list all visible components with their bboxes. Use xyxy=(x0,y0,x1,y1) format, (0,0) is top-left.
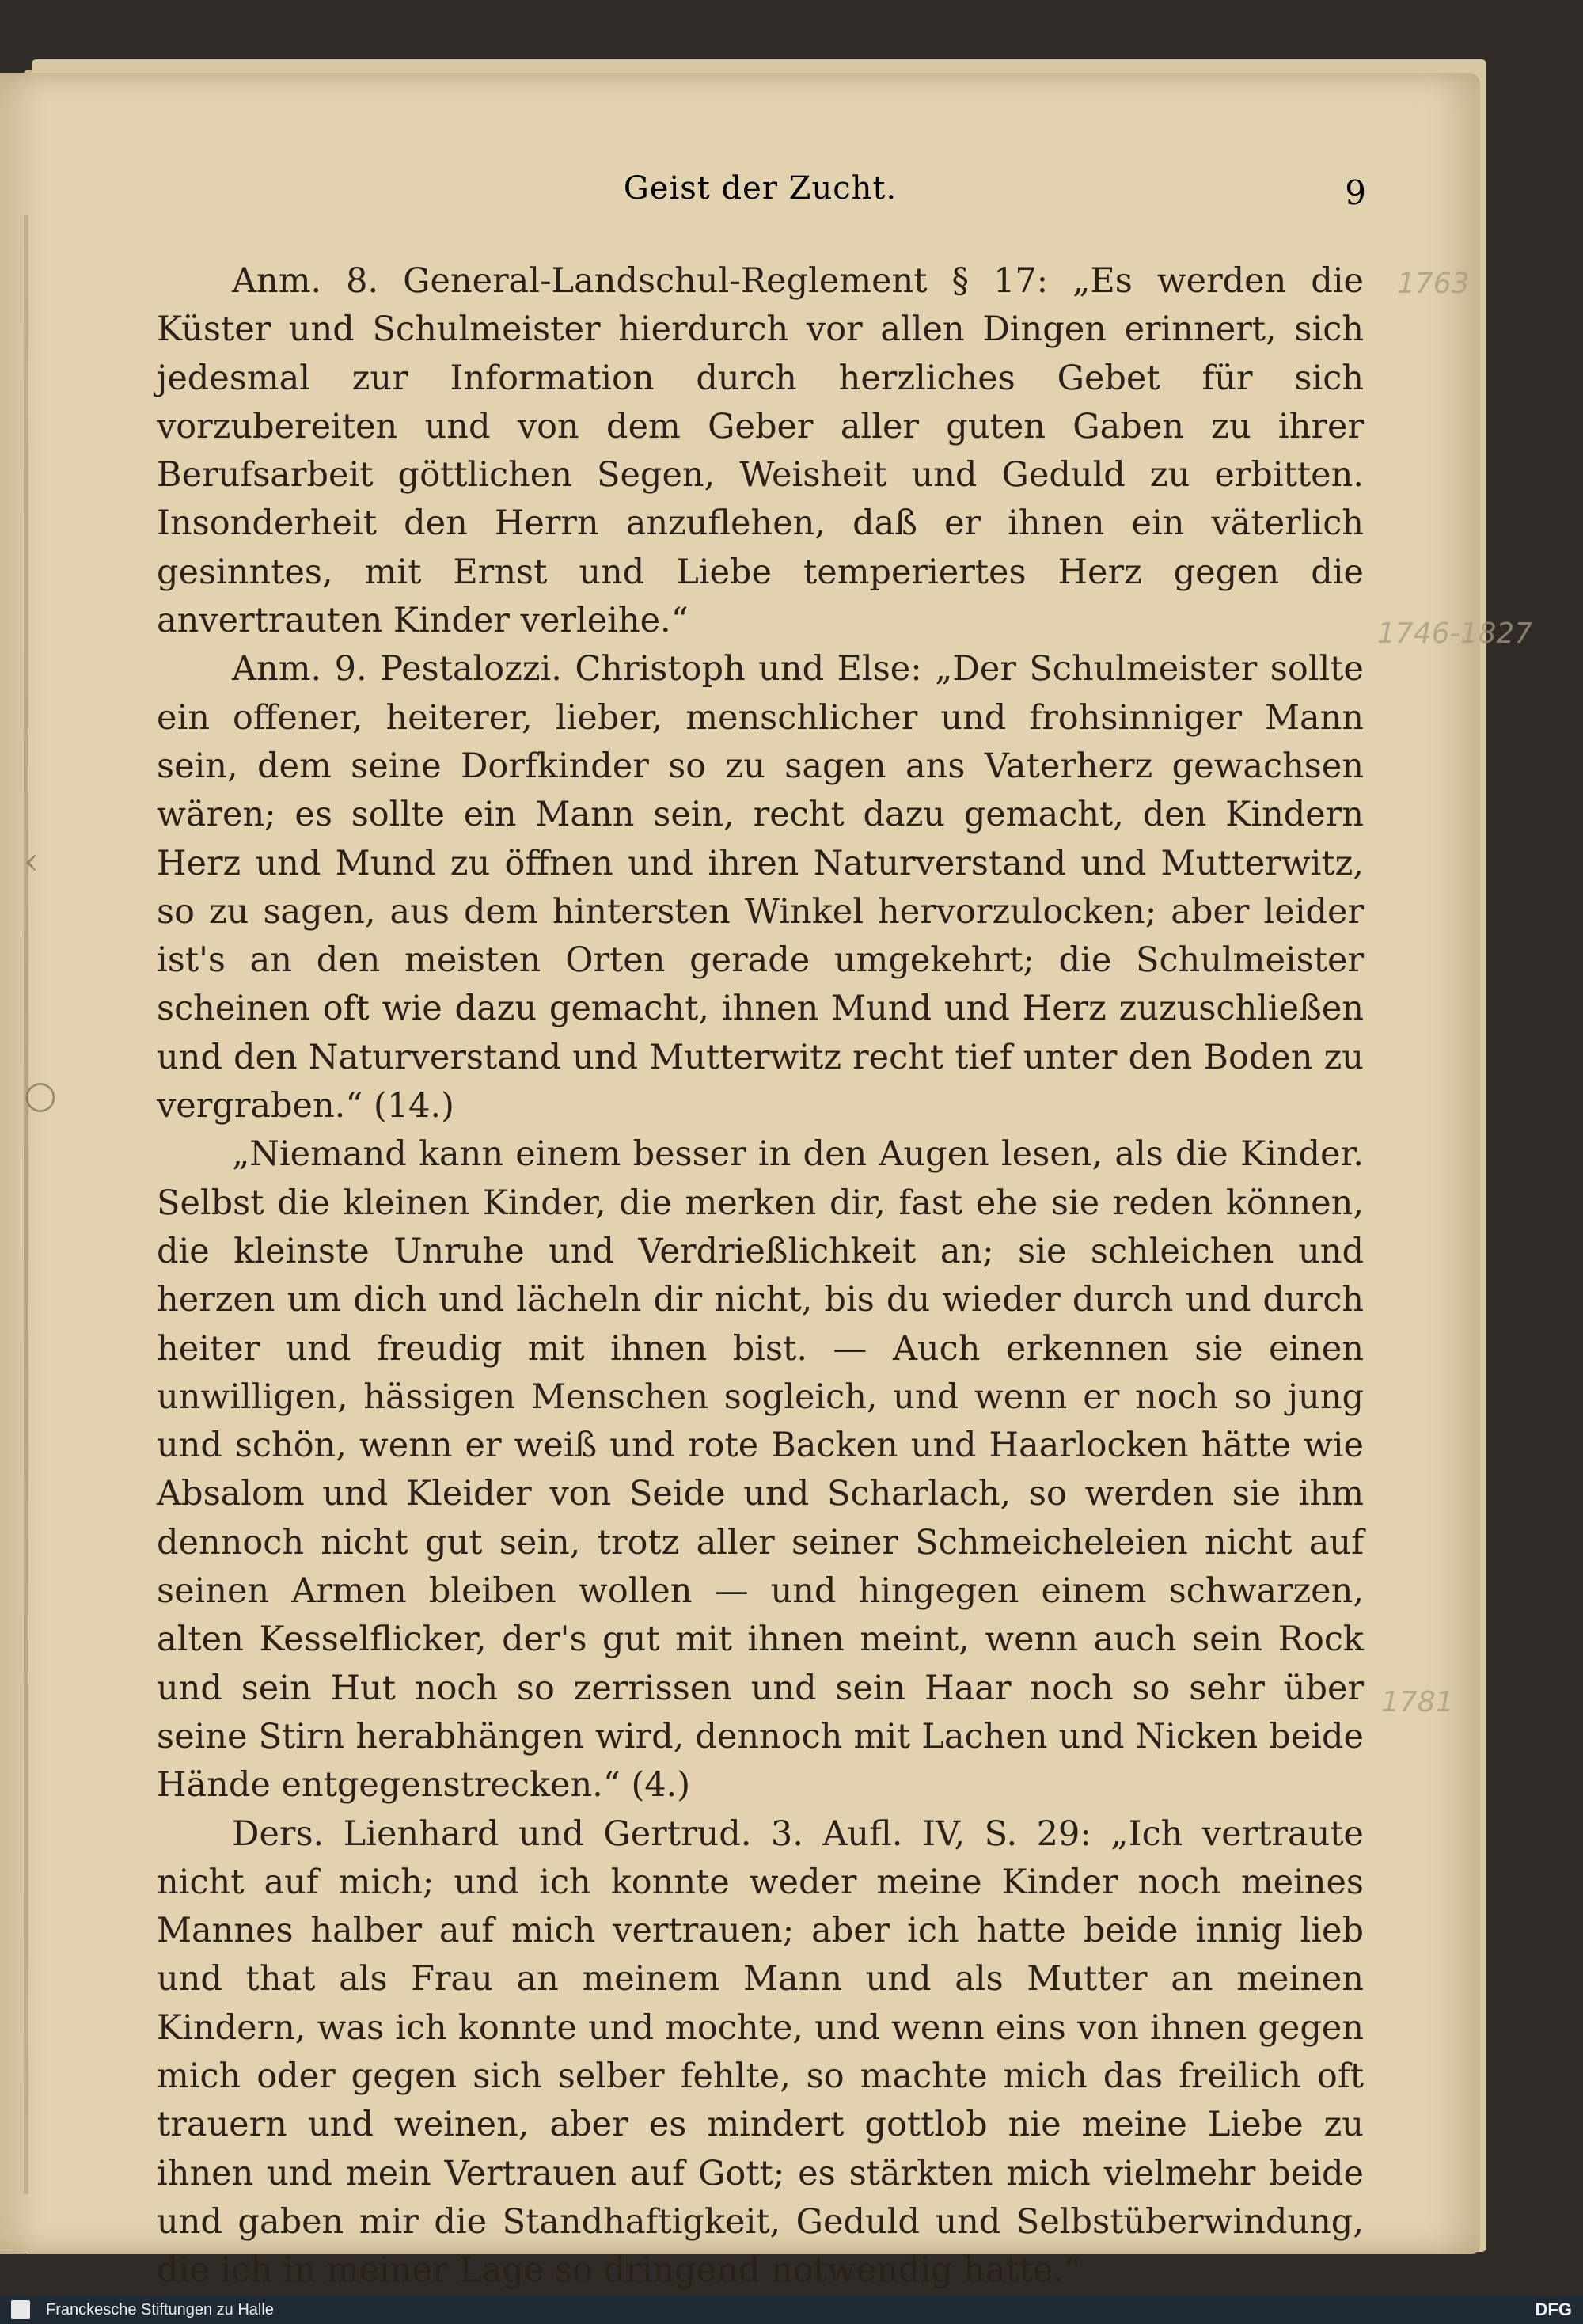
paragraph-lienhard: Ders. Lienhard und Gertrud. 3. Aufl. IV, S. 29: „Ich vertraute nicht auf mich; und ich konnte weder meine Kinder noch meines Mannes halber auf mich vertrauen; aber ich hatte beide innig lieb und that als Frau an meinem Mann und als Mutter an meinen Kindern, was ich konnte und mochte, und wenn eins von ihnen gegen mich oder gegen sich selber fehlte, so machte mich das freilich oft trauern und weinen, aber es mindert gottlob nie meine Liebe zu ihnen und mein Vertrauen auf Gott; es stärkten mich vielmehr beide und gaben mir die Standhaftigkeit, Geduld und Selbstüberwindung, die ich in meiner Lage so dringend notwendig hatte.“ xyxy=(157,1813,1364,2291)
running-head-title: Geist der Zucht. xyxy=(623,170,898,207)
paragraph-quote: „Niemand kann einem besser in den Augen lesen, als die Kinder. Selbst die kleinen Kinder, die merken dir, fast ehe sie reden können, die kleinste Unruhe und Verdrießlichkeit an; sie schleichen und herzen um dich und lächeln dir nicht, bis du wieder durch und durch heiter und freudig mit ihnen bist. — Auch erkennen sie einen unwilligen, hässigen Menschen sogleich, und wenn er noch so jung und schön, wenn er weiß und rote Backen und Haarlocken hätte wie Absalom und Kleider von Seide und Scharlach, so werden sie ihm dennoch nicht gut sein, trotz aller seiner Schmeicheleien nicht auf seinen Armen bleiben wollen — und hingegen einem schwarzen, alten Kesselflicker, der's gut mit ihnen meint, wenn auch sein Rock und sein Hut noch so zerrissen und sein Haar noch so sehr über seine Stirn herabhängen wird, dennoch mit Lachen und Nicken beide Hände entgegenstrecken.“ (4.) xyxy=(157,1134,1364,1806)
arrow-mark-icon: ‹ xyxy=(24,839,40,883)
loop-mark-icon: ○ xyxy=(24,1073,57,1117)
page-number: 9 xyxy=(1345,173,1366,212)
margin-note-1781: 1781 xyxy=(1381,1686,1454,1718)
institution-logo-icon xyxy=(11,2300,30,2319)
paragraph-anm-9: Anm. 9. Pestalozzi. Christoph und Else: „Der Schulmeister sollte ein offener, heiterer, lieber, menschlicher und frohsinniger Mann sein, dem seine Dorfkinder so zu sagen ans Vaterherz gewachsen wären; es sollte ein Mann sein, recht dazu gemacht, den Kindern Herz und Mund zu öffnen und ihren Naturverstand und Mutterwitz, so zu sagen, aus dem hintersten Winkel hervorzulocken; aber leider ist's an den meisten Orten gerade umgekehrt; die Schulmeister scheinen oft wie dazu gemacht, ihnen Mund und Herz zuzuschließen und den Naturverstand und Mutterwitz recht tief unter den Boden zu vergraben.“ (14.) xyxy=(157,649,1364,1126)
dfg-logo: DFG xyxy=(1535,2299,1572,2319)
margin-note-1746: 1746-1827 xyxy=(1377,617,1533,650)
body-text xyxy=(157,257,1364,2295)
binding-thread xyxy=(24,215,28,2194)
running-head xyxy=(157,170,1364,218)
margin-note-1763: 1763 xyxy=(1397,268,1470,300)
institution-name: Franckesche Stiftungen zu Halle xyxy=(46,2301,274,2318)
paragraph-anm-8: Anm. 8. General-Landschul-Reglement § 17: „Es werden die Küster und Schulmeister hierdurch vor allen Dingen erinnert, sich jedesmal zur Information durch herzliches Gebet für sich vorzubereiten und von dem Geber aller guten Gaben zu ihrer Berufsarbeit göttlichen Segen, Weisheit und Geduld zu erbitten. Insonderheit den Herrn anzuflehen, daß er ihnen ein väterlich gesinntes, mit Ernst und Liebe temperiertes Herz gegen die anvertrauten Kinder verleihe.“ xyxy=(157,261,1364,641)
viewer-footer xyxy=(0,2296,1583,2324)
